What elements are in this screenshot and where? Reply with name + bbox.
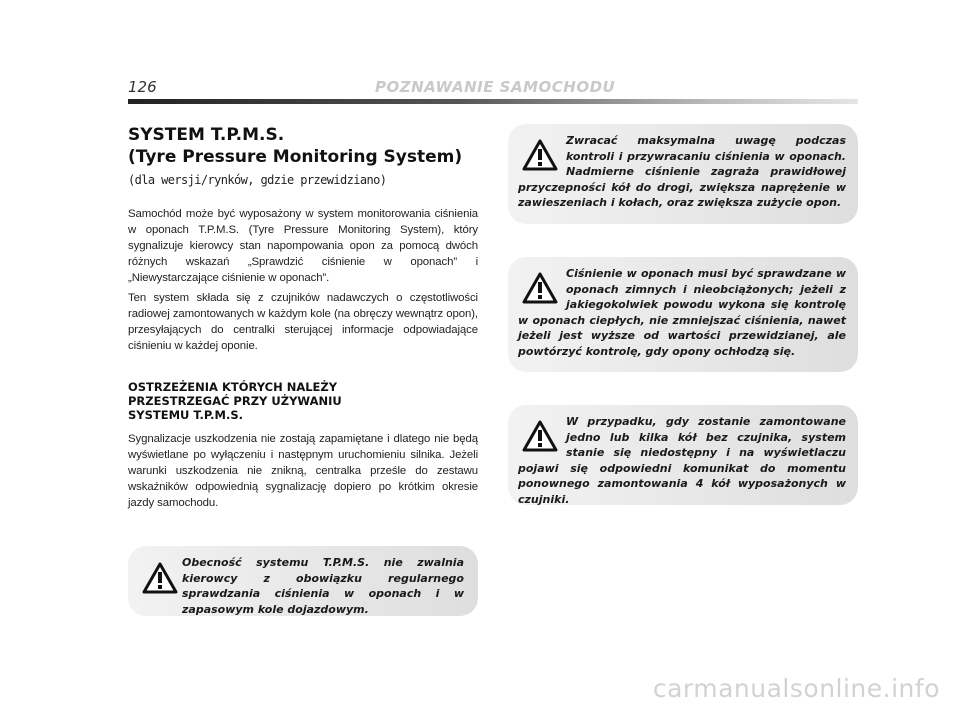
- page-number: 126: [128, 78, 157, 96]
- watermark: carmanualsonline.info: [652, 674, 940, 703]
- warning-note-1: [508, 124, 858, 224]
- section-title: [128, 124, 478, 168]
- warning-note-2: [508, 257, 858, 372]
- warnings-heading: OSTRZEŻENIA KTÓRYCH NALEŻY PRZESTRZEGAĆ PRZY UŻYWANIU SYSTEMU T.P.M.S.: [128, 380, 342, 422]
- section-title-line2: (Tyre Pressure Monitoring System): [128, 147, 463, 167]
- warning-triangle-icon: [522, 272, 558, 304]
- warning-triangle-icon: [522, 139, 558, 171]
- warning-note-1-text: Zwracać maksymalna uwagę podczas kontroli i przywracaniu ciśnienia w oponach. Nadmierne ciśnienie zagraża prawidłowej przyczepności kół do drogi, zwiększa naprężenie w zawieszeniach i kołach, oraz zwiększa zużycie opon.: [518, 134, 846, 209]
- running-title: POZNAWANIE SAMOCHODU: [375, 78, 616, 96]
- warning-note-4-text: Obecność systemu T.P.M.S. nie zwalnia kierowcy z obowiązku regularnego sprawdzania ciśnienia w oponach i w zapasowym kole dojazdowym.: [182, 556, 464, 616]
- section-title-line1: SYSTEM T.P.M.S.: [128, 125, 285, 145]
- warning-triangle-icon: [142, 562, 178, 594]
- paragraph-3: Sygnalizacje uszkodzenia nie zostają zapamiętane i dlatego nie będą wyświetlane po wyłączeniu i następnym uruchomieniu silnika. Jeżeli warunki uszkodzenia nie znikną, centralka prześle do zestawu wskaźników odpowiednią sygnalizację dopiero po krótkim okresie jazdy samochodu.: [128, 433, 478, 509]
- warning-triangle-icon: [522, 420, 558, 452]
- warning-note-3-text: W przypadku, gdy zostanie zamontowane jedno lub kilka kół bez czujnika, system stanie się niedostępny i na wyświetlaczu pojawi się odpowiedni komunikat do momentu ponownego zamontowania 4 kół wyposażonych w czujniki.: [518, 415, 846, 506]
- paragraph-2: Ten system składa się z czujników nadawczych o częstotliwości radiowej zamontowanych w każdym kole (na obręczy wewnątrz opon), przesyłających do centralki sterującej informacje odpowiadające ciśnieniu w każdej oponie.: [128, 292, 478, 352]
- warning-note-3: [508, 405, 858, 505]
- section-subtitle: (dla wersji/rynków, gdzie przewidziano): [128, 173, 387, 187]
- main-column: [128, 124, 478, 511]
- paragraph-1: Samochód może być wyposażony w system monitorowania ciśnienia w oponach T.P.M.S. (Tyre Pressure Monitoring System), który sygnalizuje kierowcy stan napompowania opon za pomocą dwóch różnych wskazań „Sprawdzić ciśnienie w oponach” i „Niewystarczające ciśnienie w oponach”.: [128, 208, 478, 284]
- warning-note-2-text: Ciśnienie w oponach musi być sprawdzane w oponach zimnych i nieobciążonych; jeżeli z jakiegokolwiek powodu wykona się kontrolę w oponach ciepłych, nie zmniejszać ciśnienia, nawet jeżeli jest wyższe od wartości przewidzianej, ale powtórzyć kontrolę, gdy opony ochłodzą się.: [518, 267, 846, 358]
- header-rule: [128, 99, 858, 104]
- warning-note-4: [128, 546, 478, 616]
